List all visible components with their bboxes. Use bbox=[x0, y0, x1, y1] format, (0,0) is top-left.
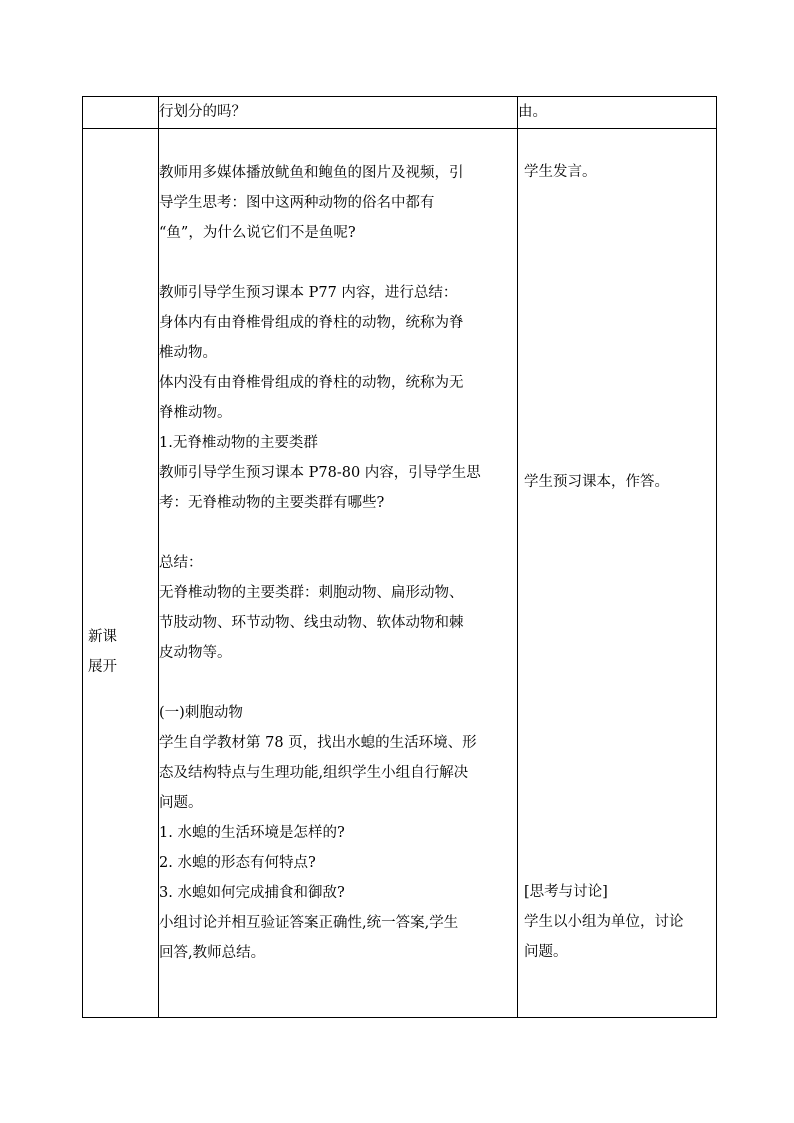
teacher-text-line: 考：无脊椎动物的主要类群有哪些? bbox=[159, 495, 385, 511]
teacher-text-line: 问题。 bbox=[159, 795, 203, 811]
teacher-text-line: 2. 水螅的形态有何特点? bbox=[159, 855, 316, 871]
student-response-1: 学生发言。 bbox=[524, 164, 597, 180]
teacher-text-line: 小组讨论并相互验证答案正确性,统一答案,学生 bbox=[159, 915, 459, 931]
teacher-text-line: “鱼”，为什么说它们不是鱼呢? bbox=[159, 225, 356, 241]
student-activity-cell bbox=[518, 97, 717, 129]
stage-label-line: 展开 bbox=[88, 659, 117, 675]
student-text: 由。 bbox=[518, 104, 547, 120]
stage-label-line: 新课 bbox=[88, 629, 117, 645]
teacher-text-line: 1. 水螅的生活环境是怎样的? bbox=[159, 825, 345, 841]
discussion-text-line: 问题。 bbox=[524, 944, 568, 960]
teacher-text-line: 体内没有由脊椎骨组成的脊柱的动物，统称为无 bbox=[159, 375, 464, 391]
teacher-text-line: 回答,教师总结。 bbox=[159, 945, 266, 961]
teacher-text-line: 教师用多媒体播放鱿鱼和鲍鱼的图片及视频，引 bbox=[159, 165, 464, 181]
student-activity-text bbox=[518, 129, 716, 1017]
teacher-text-line: 节肢动物、环节动物、线虫动物、软体动物和棘 bbox=[159, 615, 464, 631]
teacher-text-line: 学生自学教材第 78 页，找出水螅的生活环境、形 bbox=[159, 735, 477, 751]
blank-line bbox=[159, 248, 517, 278]
stage-label bbox=[88, 622, 117, 682]
teacher-text-line: 无脊椎动物的主要类群：刺胞动物、扁形动物、 bbox=[159, 585, 464, 601]
table-row bbox=[83, 97, 717, 129]
teacher-text-line: 1.无脊椎动物的主要类群 bbox=[159, 435, 318, 451]
teacher-text-line: 脊椎动物。 bbox=[159, 405, 232, 421]
teacher-text-line: 身体内有由脊椎骨组成的脊柱的动物，统称为脊 bbox=[159, 315, 464, 331]
teacher-text-line: 教师引导学生预习课本 P78-80 内容，引导学生思 bbox=[159, 465, 481, 481]
teacher-text-line: 总结： bbox=[159, 555, 203, 571]
lesson-plan-table bbox=[82, 96, 717, 1018]
teacher-text: 行划分的吗？ bbox=[159, 104, 246, 120]
blank-line bbox=[159, 518, 517, 548]
teacher-text-line: 教师引导学生预习课本 P77 内容，进行总结： bbox=[159, 285, 458, 301]
table-row bbox=[83, 129, 717, 1018]
teacher-text-line: 椎动物。 bbox=[159, 345, 217, 361]
teacher-text-line: 导学生思考：图中这两种动物的俗名中都有 bbox=[159, 195, 435, 211]
blank-line bbox=[159, 668, 517, 698]
teacher-activity-cell bbox=[159, 97, 518, 129]
teacher-text-line: 态及结构特点与生理功能,组织学生小组自行解决 bbox=[159, 765, 469, 781]
teacher-text-line: 皮动物等。 bbox=[159, 645, 232, 661]
teacher-activity-text bbox=[159, 129, 517, 968]
stage-cell bbox=[83, 129, 159, 1018]
teacher-text-line: 3. 水螅如何完成捕食和御敌? bbox=[159, 885, 345, 901]
stage-cell bbox=[83, 97, 159, 129]
student-activity-cell bbox=[518, 129, 717, 1018]
teacher-activity-cell bbox=[159, 129, 518, 1018]
discussion-text-line: 学生以小组为单位，讨论 bbox=[524, 914, 684, 930]
discussion-heading: [思考与讨论] bbox=[524, 884, 608, 900]
teacher-text-line: (一)刺胞动物 bbox=[159, 705, 243, 721]
student-response-2: 学生预习课本，作答。 bbox=[524, 474, 669, 490]
